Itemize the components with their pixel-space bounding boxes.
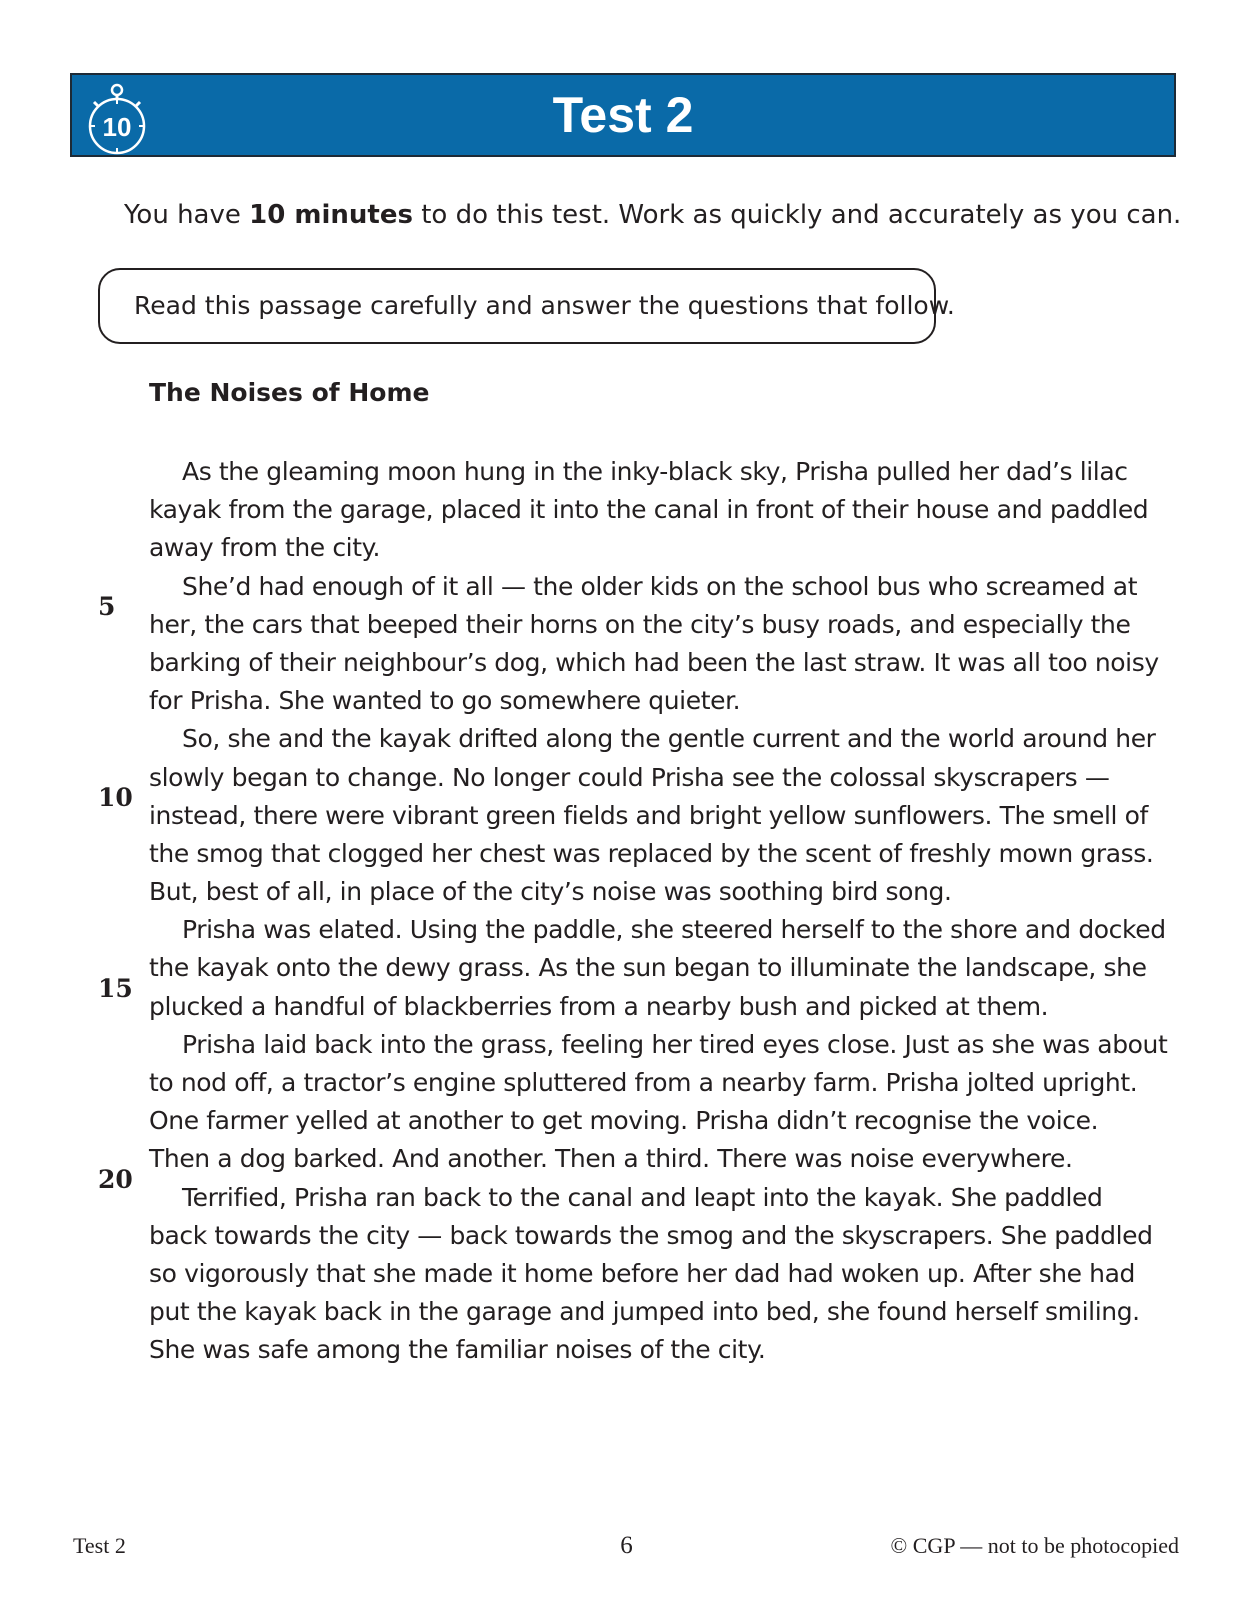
passage-line: to nod off, a tractor’s engine spluttered from a nearby farm. Prisha jolted upright.	[149, 1068, 1138, 1097]
line-number-5: 5	[98, 592, 116, 621]
passage-line: She’d had enough of it all — the older kids on the school bus who screamed at	[182, 571, 1138, 601]
passage-line: instead, there were vibrant green fields and bright yellow sunflowers. The smell of	[149, 800, 1148, 830]
passage-title: The Noises of Home	[149, 378, 430, 407]
passage-line: Prisha was elated. Using the paddle, she steered herself to the shore and docked	[182, 915, 1166, 945]
footer-copyright: © CGP — not to be photocopied	[890, 1533, 1179, 1558]
passage-line: barking of their neighbour’s dog, which had been the last straw. It was all too noisy	[149, 647, 1159, 677]
passage-line: She was safe among the familiar noises of the city.	[149, 1335, 766, 1365]
passage-line: put the kayak back in the garage and jumped into bed, she found herself smiling.	[149, 1297, 1140, 1327]
passage-line: Prisha laid back into the grass, feeling her tired eyes close. Just as she was about	[182, 1029, 1168, 1059]
footer-test-label: Test 2	[73, 1533, 126, 1558]
intro-prefix: You have	[124, 200, 250, 230]
line-number-10: 10	[98, 783, 133, 812]
passage-line: the smog that clogged her chest was replaced by the scent of freshly mown grass.	[149, 838, 1154, 868]
passage-line: Then a dog barked. And another. Then a third. There was noise everywhere.	[149, 1144, 1073, 1174]
instruction-box	[98, 268, 955, 344]
test-header-bar	[70, 73, 1176, 157]
passage-body	[149, 453, 1168, 1370]
passage-line: kayak from the garage, placed it into the canal in front of their house and paddled	[149, 495, 1149, 525]
passage-line: back towards the city — back towards the smog and the skyscrapers. She paddled	[149, 1220, 1153, 1250]
passage-line: As the gleaming moon hung in the inky-black sky, Prisha pulled her dad’s lilac	[182, 457, 1128, 486]
passage-line: One farmer yelled at another to get moving. Prisha didn’t recognise the voice.	[149, 1106, 1099, 1136]
timer-minutes: 10	[102, 112, 132, 142]
page-number: 6	[620, 1532, 633, 1559]
passage-line: the kayak onto the dewy grass. As the sun began to illuminate the landscape, she	[149, 953, 1147, 983]
passage-line: away from the city.	[149, 533, 380, 563]
passage-line: But, best of all, in place of the city’s noise was soothing bird song.	[149, 877, 952, 907]
instruction-text: Read this passage carefully and answer the questions that follow.	[134, 291, 955, 320]
intro-suffix: to do this test. Work as quickly and accurately as you can.	[412, 200, 1182, 230]
line-number-20: 20	[98, 1165, 133, 1194]
passage-line: her, the cars that beeped their horns on the city’s busy roads, and especially the	[149, 609, 1131, 639]
passage-line: so vigorously that she made it home before her dad had woken up. After she had	[149, 1258, 1136, 1288]
intro-text	[124, 198, 1181, 232]
passage-line: plucked a handful of blackberries from a nearby bush and picked at them.	[149, 991, 1049, 1021]
intro-time-limit: 10 minutes	[249, 200, 413, 230]
passage-line: slowly began to change. No longer could Prisha see the colossal skyscrapers —	[149, 762, 1110, 792]
passage-line: for Prisha. She wanted to go somewhere quieter.	[149, 686, 741, 716]
page-title: Test 2	[552, 87, 694, 143]
line-number-15: 15	[98, 974, 133, 1003]
passage-line: Terrified, Prisha ran back to the canal and leapt into the kayak. She paddled	[182, 1182, 1103, 1212]
passage-line: So, she and the kayak drifted along the gentle current and the world around her	[182, 724, 1156, 754]
